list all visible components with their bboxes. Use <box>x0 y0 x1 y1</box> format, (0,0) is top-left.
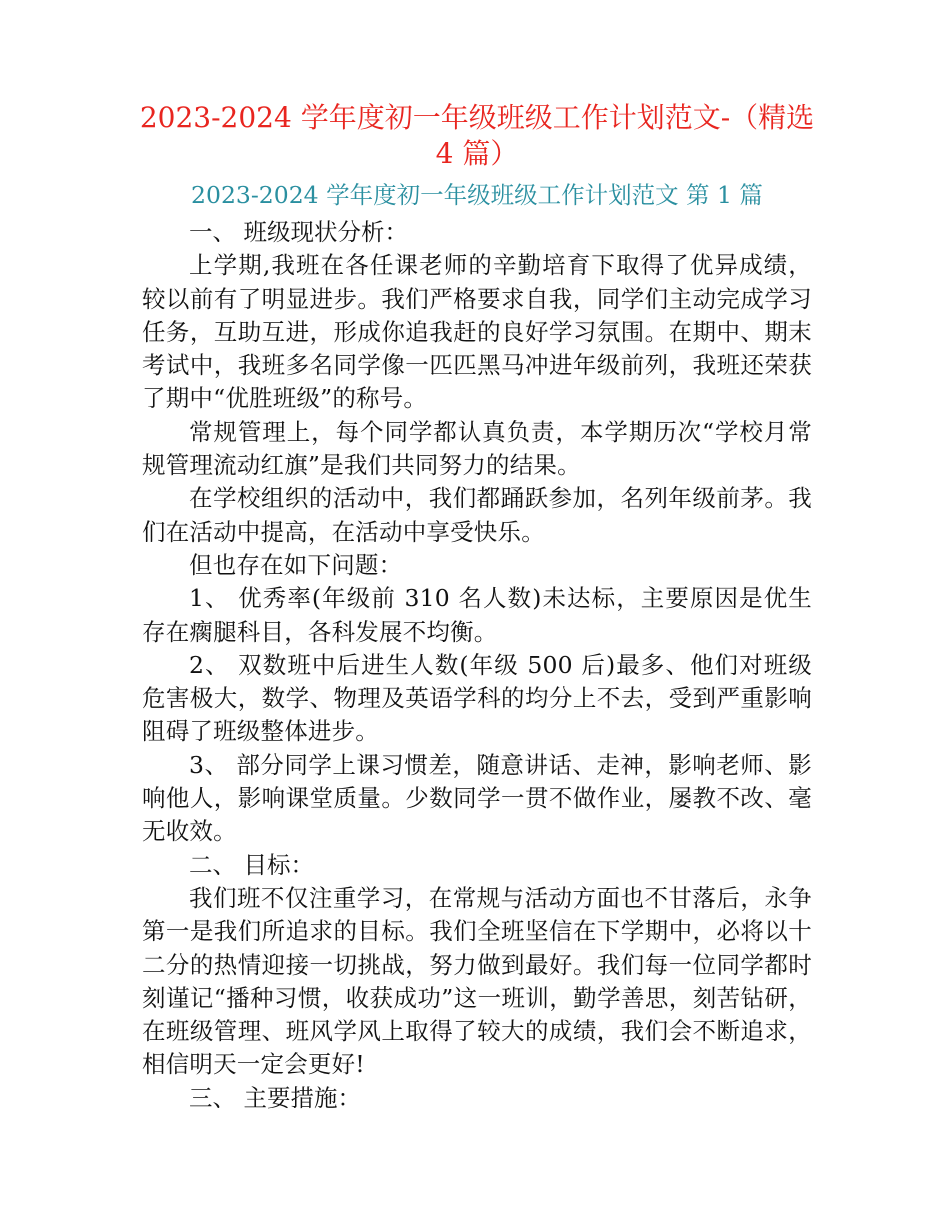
document-page <box>139 100 815 1115</box>
list-item: 2、 双数班中后进生人数(年级 500 后)最多、他们对班级危害极大，数学、物理及英语学科的均分上不去，受到严重影响阻碍了班级整体进步。 <box>142 650 812 746</box>
list-item: 1、 优秀率(年级前 310 名人数)未达标，主要原因是优生存在瘸腿科目，各科发展不均衡。 <box>142 584 812 646</box>
document-title: 2023-2024 学年度初一年级班级工作计划范文-（精选 4 篇） <box>139 101 815 170</box>
document-subtitle: 2023-2024 学年度初一年级班级工作计划范文 第 1 篇 <box>191 181 763 209</box>
paragraph: 在学校组织的活动中，我们都踊跃参加，名列年级前茅。我们在活动中提高，在活动中享受快乐。 <box>142 484 812 546</box>
paragraph: 我们班不仅注重学习，在常规与活动方面也不甘落后，永争第一是我们所追求的目标。我们全班坚信在下学期中，必将以十二分的热情迎接一切挑战，努力做到最好。我们每一位同学都时刻谨记“播种习惯，收获成功”这一班训，勤学善思，刻苦钻研，在班级管理、班风学风上取得了较大的成绩，我们会不断追求，相信明天一定会更好! <box>142 883 812 1079</box>
list-item: 3、 部分同学上课习惯差，随意讲话、走神，影响老师、影响他人，影响课堂质量。少数同学一贯不做作业，屡教不改、毫无收效。 <box>142 750 812 846</box>
section-heading-2: 二、 目标： <box>189 850 314 879</box>
paragraph: 但也存在如下问题： <box>189 550 403 579</box>
section-heading-3: 三、 主要措施： <box>189 1083 361 1112</box>
paragraph: 常规管理上，每个同学都认真负责，本学期历次“学校月常规管理流动红旗”是我们共同努力的结果。 <box>142 417 812 480</box>
paragraph: 上学期,我班在各任课老师的辛勤培育下取得了优异成绩，较以前有了明显进步。我们严格要求自我，同学们主动完成学习任务，互助互进，形成你追我赶的良好学习氛围。在期中、期末考试中，我班多名同学像一匹匹黑马冲进年级前列，我班还荣获了期中“优胜班级”的称号。 <box>142 251 812 413</box>
section-heading-1: 一、 班级现状分析： <box>189 218 408 246</box>
